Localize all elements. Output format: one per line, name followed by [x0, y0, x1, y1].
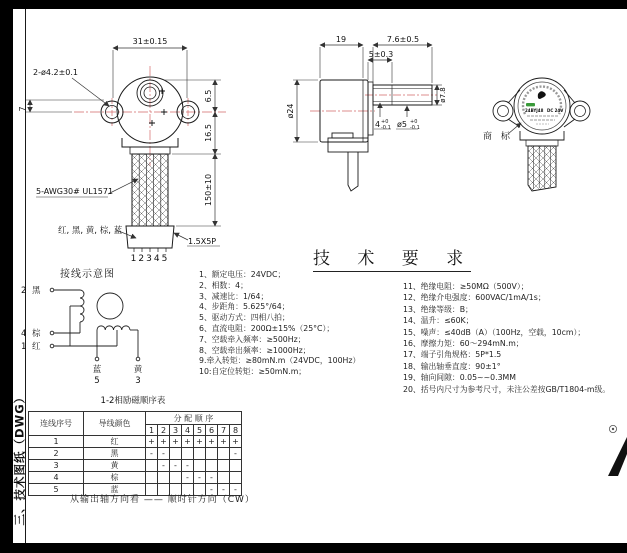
tech-item: 5、驱动方式：四相八拍；: [199, 313, 290, 323]
seq-cell: +: [182, 436, 194, 448]
tech-item: 9.牵入转矩：≥80mN.m（24VDC，100Hz）: [199, 356, 361, 366]
shaft-tol-up: +0: [410, 119, 418, 125]
seq-cell: [206, 448, 218, 460]
wire-no: 2: [29, 448, 84, 460]
tech-requirements-left: [199, 270, 360, 378]
dim-body-len-label: 19: [335, 35, 347, 44]
tech-requirements-right: [403, 281, 610, 395]
front-hole-callout: [33, 68, 109, 106]
wire-colors-label: 红, 黑, 黄, 棕, 蓝: [58, 226, 123, 236]
tech-item: 2、相数：4；: [199, 280, 248, 290]
tech-item: 1、额定电压：24VDC；: [199, 270, 286, 279]
seq-cell: -: [206, 472, 218, 484]
label-view-drawing: [480, 60, 627, 225]
dim-boss-dia-label: ø7.8: [439, 87, 447, 103]
seq-cell: -: [158, 460, 170, 472]
dim-width-label: 31±0.15: [132, 37, 168, 46]
step-header: 1: [146, 425, 158, 436]
front-view-drawing: [12, 28, 285, 273]
section-title-vertical: 三、技术图纸（DWG）: [12, 390, 27, 526]
wire-color: 黄: [84, 460, 146, 472]
terminal-pin-5: 5: [94, 376, 100, 386]
seq-cell: [146, 472, 158, 484]
front-dim-offset: [18, 100, 104, 112]
side-view-drawing: [285, 35, 475, 200]
rotation-direction-note: 从输出轴方向看 —— 顺时针方向（CW）: [70, 495, 255, 505]
seq-cell: [230, 472, 242, 484]
seq-cell: +: [218, 436, 230, 448]
step-header: 2: [158, 425, 170, 436]
seq-cell: -: [218, 484, 230, 496]
terminal-color-brown: 棕: [32, 329, 41, 339]
seq-cell: +: [158, 436, 170, 448]
excitation-sequence-table: [28, 411, 242, 496]
front-wire-spec: [36, 179, 138, 197]
terminal-color-yellow: 黄: [133, 365, 143, 375]
step-header: 8: [230, 425, 242, 436]
motor-nameplate: [518, 82, 566, 130]
table-row: [29, 472, 242, 484]
dim-cable-label: 150±10: [204, 173, 213, 207]
front-connector-callout: [174, 233, 220, 246]
step-header: 7: [218, 425, 230, 436]
tech-item: 19、轴向间隙：0.05~~0.3MM: [403, 373, 516, 383]
wire-color: 蓝: [84, 484, 146, 496]
tech-item: 18、输出轴垂直度：90±1°: [403, 361, 501, 371]
step-header: 5: [194, 425, 206, 436]
wire-spec-label: 5-AWG30# UL1571: [36, 187, 114, 196]
terminal-pin-4: 4: [21, 329, 27, 339]
seq-cell: -: [158, 448, 170, 460]
terminal-color-blue: 蓝: [92, 365, 102, 375]
flat-tol-up: +0: [381, 119, 389, 125]
wire-no: 3: [29, 460, 84, 472]
seq-cell: -: [146, 448, 158, 460]
pin-numbers-label: 12345: [130, 254, 170, 264]
dim-top-label: 6.5: [204, 89, 213, 103]
seq-cell: [146, 460, 158, 472]
tech-item: 11、绝缘电阻：≥50MΩ（500V）；: [403, 282, 529, 291]
seq-cell: +: [146, 436, 158, 448]
trademark-label: 商 标: [483, 132, 513, 142]
seq-cell: [158, 472, 170, 484]
tech-item: 15、噪声：≤40dB（A）（100Hz，空载，10cm）；: [403, 327, 586, 337]
seq-cell: [182, 448, 194, 460]
front-connector: [126, 226, 174, 252]
front-wire-colors: [58, 225, 136, 238]
shaft-tol-dn: -0.1: [410, 125, 420, 131]
tech-item: 14、温升：≤60K；: [403, 316, 474, 326]
front-centerlines: [74, 66, 226, 166]
tech-item: 4、步距角：5.625°/64；: [199, 302, 290, 312]
seq-cell: [218, 448, 230, 460]
connector-label: 1.5X5P: [188, 237, 217, 246]
logo-stroke-shape: [608, 437, 627, 476]
trademark-callout: [483, 123, 521, 142]
wiring-schematic: [15, 262, 210, 410]
tech-item: 16、摩擦力矩：60～294mN.m；: [403, 339, 524, 349]
wire-no: 4: [29, 472, 84, 484]
seq-cell: [218, 472, 230, 484]
nameplate-model: 24BYJ48: [525, 108, 544, 113]
wire-color: 黑: [84, 448, 146, 460]
dim-body-dia-label: ø24: [286, 103, 295, 119]
flat-width-label: 4: [375, 120, 381, 129]
seq-cell: -: [170, 460, 182, 472]
label-bracket-cable: [520, 131, 564, 146]
seq-cell: [230, 460, 242, 472]
wire-color: 棕: [84, 472, 146, 484]
front-cross-marks: [149, 88, 167, 126]
seq-cell: -: [230, 448, 242, 460]
table-row: [29, 436, 242, 448]
terminal-pin-1: 1: [21, 342, 27, 352]
step-header: 6: [206, 425, 218, 436]
side-dim-shaft-dia: [396, 106, 420, 131]
dim-mid-label: 16.5: [204, 124, 213, 142]
tech-item: 20、括号内尺寸为参考尺寸，未注公差按GB/T1804-m级。: [403, 384, 611, 394]
step-header: 3: [170, 425, 182, 436]
hole-callout-label: 2-ø4.2±0.1: [33, 68, 79, 77]
terminal-color-black: 黑: [32, 286, 41, 296]
tech-item: 12、绝缘介电强度：600VAC/1mA/1s；: [403, 293, 546, 303]
wiring-title: 接线示意图: [60, 269, 115, 280]
tech-item: 10:自定位转矩：≥50mN.m；: [199, 367, 307, 377]
col-header-order: 分 配 顺 序: [146, 412, 242, 425]
step-header: 4: [182, 425, 194, 436]
front-ribbon-cable: [132, 154, 168, 226]
tech-item: 13、绝缘等级：B；: [403, 304, 473, 314]
side-dim-body: [320, 45, 363, 78]
seq-cell: -: [206, 484, 218, 496]
wiring-circuit: [50, 288, 140, 361]
tech-item: 7、空载牵入频率：≥500Hz；: [199, 334, 306, 344]
terminal-pin-2: 2: [21, 286, 27, 296]
wire-color: 红: [84, 436, 146, 448]
tech-requirements-title: 技 术 要 求: [313, 244, 471, 272]
dim-shaft-len-label: 7.6±0.5: [386, 35, 420, 44]
seq-cell: -: [230, 484, 242, 496]
shaft-dia-label: ø5: [397, 120, 407, 129]
seq-cell: +: [170, 436, 182, 448]
seq-cell: -: [182, 472, 194, 484]
nameplate-voltage: DC 24V: [547, 108, 564, 113]
seq-cell: -: [194, 472, 206, 484]
dim-offset-label: 7: [18, 106, 27, 112]
tech-item: 17、端子引角规格：5P*1.5: [403, 350, 502, 360]
table-row: [29, 460, 242, 472]
tech-item: 6、直流电阻：200Ω±15%（25°C）；: [199, 323, 335, 333]
wire-no: 5: [29, 484, 84, 496]
seq-cell: [170, 472, 182, 484]
seq-cell: [170, 448, 182, 460]
seq-cell: [206, 460, 218, 472]
seq-cell: [218, 460, 230, 472]
brand-name-green: [526, 103, 535, 106]
seq-cell: +: [230, 436, 242, 448]
sequence-table-title: 1-2相励磁顺序表: [100, 396, 166, 406]
side-dim-flat: [374, 103, 391, 131]
col-header-wire-no: 连线序号: [29, 412, 84, 436]
side-dim-boss: [368, 60, 392, 83]
dim-boss-len-label: 5±0.3: [368, 50, 394, 59]
seq-cell: +: [206, 436, 218, 448]
seq-cell: +: [194, 436, 206, 448]
wire-no: 1: [29, 436, 84, 448]
col-header-color: 导线颜色: [84, 412, 146, 436]
label-ribbon-cable: [528, 146, 556, 191]
seq-cell: [194, 448, 206, 460]
tech-item: 3、减速比：1/64；: [199, 291, 269, 301]
terminal-color-red: 红: [32, 342, 41, 352]
seq-cell: [194, 460, 206, 472]
seq-cell: -: [182, 460, 194, 472]
flat-tol-dn: -0.1: [381, 125, 391, 131]
terminal-pin-3: 3: [135, 376, 141, 386]
table-row: [29, 448, 242, 460]
corner-logo-fragment: [598, 415, 627, 485]
tech-item: 8、空载牵出频率：≥1000Hz；: [199, 345, 311, 355]
